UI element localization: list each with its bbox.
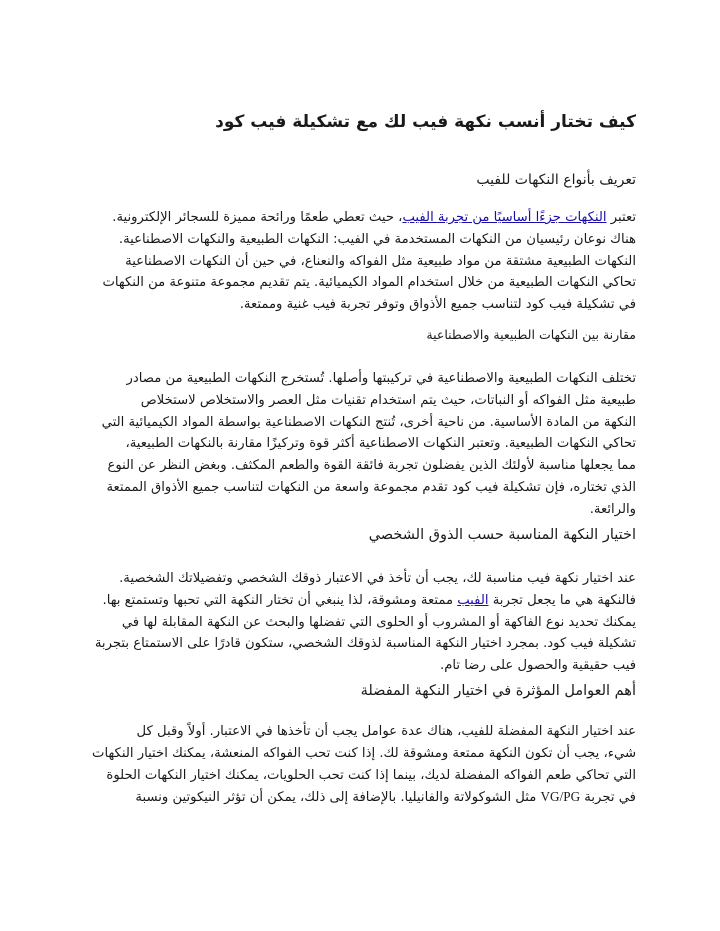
paragraph-line: مما يجعلها مناسبة لأولئك الذين يفضلون تجربة فائقة القوة والطعم المكثف. وبغض النظر عن النوع <box>107 458 636 474</box>
paragraph-line: تحاكي النكهات الطبيعية من خلال استخدام المواد الكيميائية. يتم تقديم مجموعة متنوعة من النكهات <box>102 275 636 291</box>
paragraph-line: التي تحاكي طعم الفواكه المفضلة لديك، بينما إذا كنت تحب الحلويات، يمكنك اختيار النكهات الحلوة <box>106 767 636 783</box>
section-heading-flavor-types: تعريف بأنواع النكهات للفيب <box>476 172 636 188</box>
paragraph-line: والرائعة. <box>589 501 636 517</box>
page-title: كيف تختار أنسب نكهة فيب لك مع تشكيلة فيب كود <box>215 112 636 132</box>
paragraph-line: الذي تختاره، فإن تشكيلة فيب كود تقدم مجموعة واسعة من النكهات لتناسب جميع الأذواق الممتعة <box>106 479 636 495</box>
paragraph-line: في تجربة VG/PG مثل الشوكولاتة والفانيليا. بالإضافة إلى ذلك، يمكن أن تؤثر النيكوتين ونسبة <box>135 789 636 806</box>
paragraph-line: شيء، يجب أن تكون النكهة ممتعة ومشوقة لك. إذا كنت تحب الفواكه المنعشة، يمكنك اختيار النكهات <box>92 745 636 761</box>
paragraph-line: عند اختيار نكهة فيب مناسبة لك، يجب أن تأخذ في الاعتبار ذوقك الشخصي وتفضيلاتك الشخصية. <box>119 571 636 586</box>
paragraph-line: تعتبر النكهات جزءًا أساسيًا من تجربة الفيب، حيث تعطي طعمًا ورائحة مميزة للسجائر الإلكترونية. <box>112 210 636 225</box>
paragraph-line: تختلف النكهات الطبيعية والاصطناعية في تركيبتها وأصلها. تُستخرج النكهات الطبيعية من مصادر <box>126 371 636 386</box>
section-paragraph-personal-taste <box>84 568 636 677</box>
flavors-link[interactable]: النكهات جزءًا أساسيًا من تجربة الفيب <box>402 210 607 225</box>
section-paragraph-comparison <box>84 368 636 521</box>
paragraph-line: هناك نوعان رئيسيان من النكهات المستخدمة في الفيب: النكهات الطبيعية والنكهات الاصطناعية. <box>118 231 636 247</box>
paragraph-line: تحاكي النكهات الطبيعية. وتعتبر النكهات الاصطناعية أكثر قوة وتركيزًا مقارنة بالنكهات الطبيعية، <box>125 436 636 452</box>
paragraph-line: عند اختيار النكهة المفضلة للفيب، هناك عدة عوامل يجب أن تأخذها في الاعتبار. أولاً وقبل كل <box>136 724 636 739</box>
paragraph-line: النكهة من المادة الأساسية. من ناحية أخرى، تُنتج النكهات الاصطناعية بواسطة المواد الكيميائية التي <box>101 414 636 430</box>
section-paragraph-flavor-types <box>84 207 636 316</box>
vape-link[interactable]: الفيب <box>457 592 489 608</box>
paragraph-line: تشكيلة فيب كود. بمجرد اختيار النكهة المناسبة لذوقك الشخصي، ستكون قادرًا على الاستمتاع بتجربة <box>94 636 636 652</box>
paragraph-line: في تشكيلة فيب كود لتناسب جميع الأذواق وتوفر تجربة فيب غنية وممتعة. <box>239 297 636 313</box>
paragraph-line: فالنكهة هي ما يجعل تجربة الفيب ممتعة ومشوقة، لذا ينبغي أن تختار النكهة التي تحبها وتستمتع بها. <box>102 592 636 608</box>
paragraph-line: يمكنك تحديد نوع الفاكهة أو المشروب أو الحلوى التي تفضلها والبحث عن النكهة المقابلة لها في <box>121 614 636 630</box>
section-heading-personal-taste: اختيار النكهة المناسبة حسب الذوق الشخصي <box>368 527 636 543</box>
paragraph-line: طبيعية مثل الفواكه أو النباتات، حيث يتم استخدام تقنيات مثل العصر والاستخلاص لاستخلاص <box>140 392 636 408</box>
vg-pg-term: VG/PG <box>540 789 581 805</box>
section-heading-factors: أهم العوامل المؤثرة في اختيار النكهة المفضلة <box>360 683 636 699</box>
section-paragraph-factors <box>84 721 636 809</box>
section-heading-comparison: مقارنة بين النكهات الطبيعية والاصطناعية <box>426 327 636 342</box>
paragraph-line: النكهات الطبيعية مشتقة من مواد طبيعية مثل الفواكه والنعناع، في حين أن النكهات الاصطناعية <box>125 253 636 269</box>
paragraph-line: فيب حقيقية والحصول على رضا تام. <box>440 658 636 674</box>
